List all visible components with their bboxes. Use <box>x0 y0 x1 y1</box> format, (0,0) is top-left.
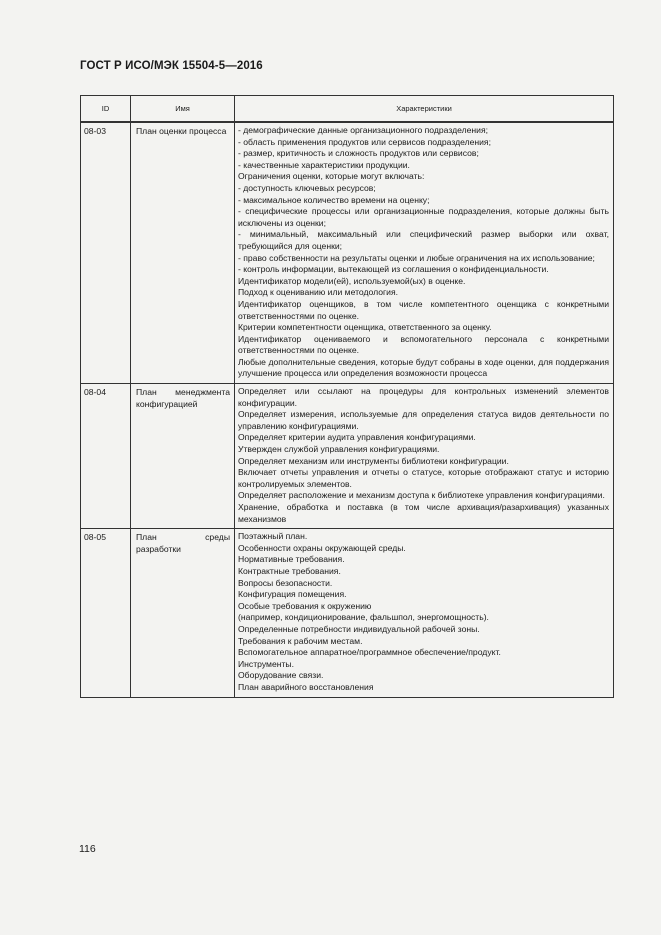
characteristic-line: Требования к рабочим местам. <box>238 635 363 646</box>
characteristic-line: - качественные характеристики продукции. <box>238 159 410 170</box>
column-header-characteristics: Характеристики <box>235 96 614 123</box>
characteristics-table <box>80 95 614 698</box>
characteristic-line: (например, кондиционирование, фальшпол, энергомощность). <box>238 612 489 623</box>
characteristic-line: План аварийного восстановления <box>238 681 374 692</box>
column-header-id: ID <box>81 96 131 123</box>
characteristic-line: Особые требования к окружению <box>238 600 372 611</box>
row-characteristics-cell <box>235 122 614 384</box>
characteristic-line: Определяет или ссылают на процедуры для контрольных изменений элементов конфигурации. <box>238 386 609 408</box>
characteristic-line: Включает отчеты управления и отчеты о статусе, которые отображают статус и историю контролируемых элементов. <box>238 467 609 489</box>
characteristic-line: Любые дополнительные сведения, которые будут собраны в ходе оценки, для поддержания улучшение процесса или определения возможности процесса <box>238 356 609 379</box>
characteristic-line: Определяет измерения, используемые для определения статуса видов деятельности по управлению конфигурациями. <box>238 409 609 431</box>
characteristic-line: Идентификатор оценщиков, в том числе компетентного оценщика с конкретными ответственностями по оценке. <box>238 298 609 321</box>
characteristic-line: Определенные потребности индивидуальной рабочей зоны. <box>238 623 480 634</box>
table-row <box>81 122 614 384</box>
characteristic-line: Утвержден службой управления конфигурациями. <box>238 444 440 455</box>
row-name-cell: План оценки процесса <box>131 122 235 384</box>
row-id-cell: 08-04 <box>81 384 131 529</box>
characteristic-line: - размер, критичность и сложность продуктов или сервисов; <box>238 148 479 159</box>
characteristic-line: - область применения продуктов или сервисов подразделения; <box>238 136 491 147</box>
characteristic-line: Определяет расположение и механизм доступа к библиотеке управления конфигурациями. <box>238 490 605 501</box>
page-number: 116 <box>79 843 96 855</box>
table-row <box>81 529 614 697</box>
characteristic-line: Вопросы безопасности. <box>238 577 333 588</box>
characteristic-line: Контрактные требования. <box>238 565 341 576</box>
row-characteristics-cell <box>235 384 614 529</box>
characteristic-line: Определяет критерии аудита управления конфигурациями. <box>238 432 476 443</box>
characteristic-line: Определяет механизм или инструменты библиотеки конфигурации. <box>238 455 509 466</box>
characteristic-line: - демографические данные организационного подразделения; <box>238 125 489 135</box>
characteristic-line: - специфические процессы или организационные подразделения, которые должны быть исключены из оценки; <box>238 206 609 228</box>
characteristic-line: Идентификатор оцениваемого и вспомогательного персонала с конкретными ответственностями по оценке. <box>238 333 609 356</box>
characteristic-line: Особенности охраны окружающей среды. <box>238 542 406 553</box>
characteristic-line: Инструменты. <box>238 658 294 669</box>
characteristic-line: Нормативные требования. <box>238 554 345 565</box>
characteristic-line: Подход к оцениванию или методология. <box>238 287 398 298</box>
characteristic-line: Вспомогательное аппаратное/программное обеспечение/продукт. <box>238 647 501 658</box>
characteristic-line: - право собственности на результаты оценки и любые ограничения на их использование; <box>238 252 595 263</box>
document-title: ГОСТ Р ИСО/МЭК 15504-5—2016 <box>80 60 263 72</box>
row-name-cell: План менеджмента конфигурацией <box>131 384 235 529</box>
table-row <box>81 384 614 529</box>
characteristic-line: Оборудование связи. <box>238 670 324 681</box>
characteristic-line: Ограничения оценки, которые могут включать: <box>238 171 425 182</box>
characteristic-line: - контроль информации, вытекающей из соглашения о конфиденциальности. <box>238 264 549 275</box>
column-header-name: Имя <box>131 96 235 123</box>
row-characteristics-cell <box>235 529 614 697</box>
characteristic-line: Хранение, обработка и поставка (в том числе архивация/разархивация) указанных механизмов <box>238 502 609 524</box>
characteristic-line: Конфигурация помещения. <box>238 589 347 600</box>
characteristic-line: - доступность ключевых ресурсов; <box>238 182 376 193</box>
row-id-cell: 08-03 <box>81 122 131 384</box>
characteristic-line: Идентификатор модели(ей), используемой(ых) в оценке. <box>238 275 466 286</box>
characteristic-line: - минимальный, максимальный или специфический размер выборки или охват, требующийся для оценки; <box>238 229 609 251</box>
characteristic-line: Поэтажный план. <box>238 531 308 542</box>
characteristic-line: - максимальное количество времени на оценку; <box>238 194 430 205</box>
table-header-row <box>81 96 614 123</box>
row-name-cell: План среды разработки <box>131 529 235 697</box>
row-id-cell: 08-05 <box>81 529 131 697</box>
characteristic-line: Критерии компетентности оценщика, ответственного за оценку. <box>238 322 492 333</box>
